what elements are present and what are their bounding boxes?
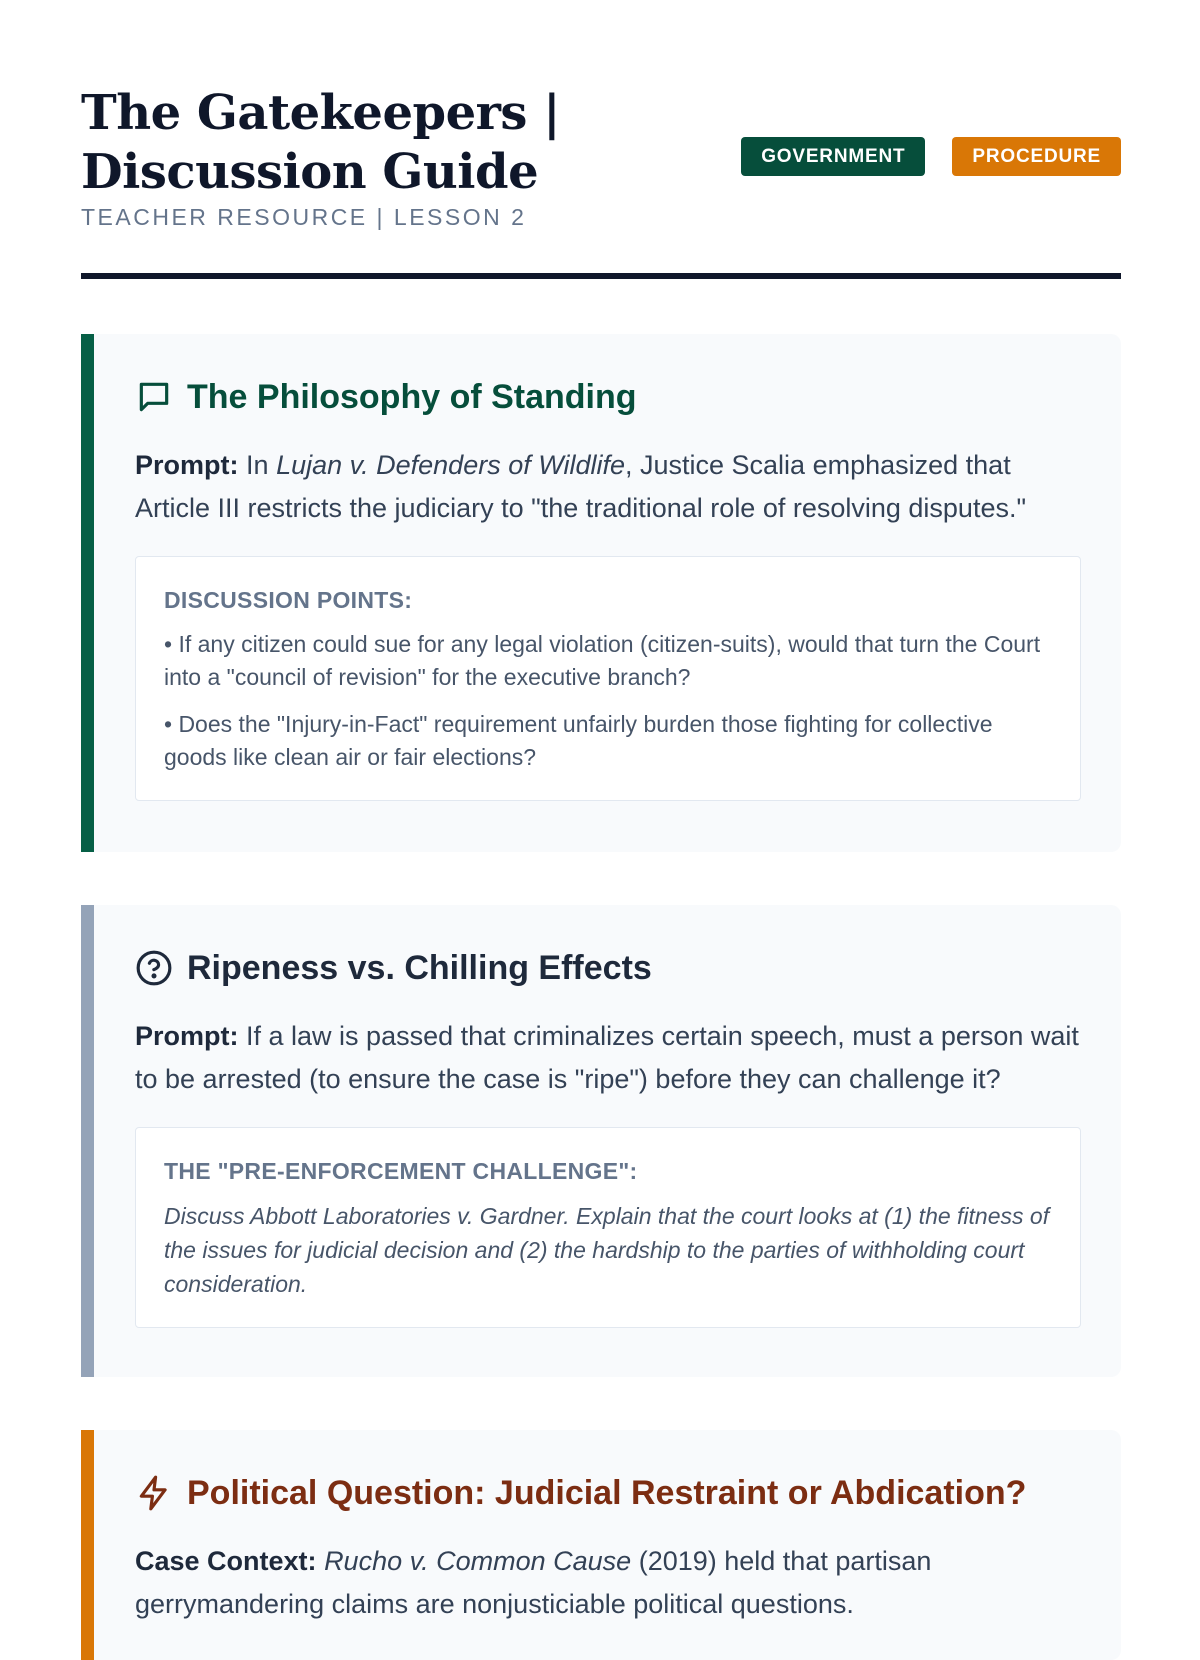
prompt-label: Prompt:	[135, 450, 239, 480]
section-title	[135, 947, 1081, 989]
pre-enforcement-box	[135, 1127, 1081, 1328]
prompt-label: Prompt:	[135, 1021, 239, 1051]
discussion-points-box	[135, 556, 1081, 801]
section-accent-bar	[81, 334, 94, 852]
section-accent-bar	[81, 905, 94, 1377]
section-prompt	[135, 444, 1081, 530]
section-title-text: The Philosophy of Standing	[187, 378, 637, 416]
section-philosophy-of-standing	[81, 334, 1121, 852]
tag-government[interactable]: GOVERNMENT	[741, 137, 925, 176]
header-divider	[81, 273, 1121, 279]
question-circle-icon	[135, 949, 173, 987]
prompt-case-name: Lujan v. Defenders of Wildlife	[276, 450, 625, 480]
prompt-pre: In	[246, 450, 269, 480]
tag-list	[741, 137, 1121, 176]
lightning-icon	[135, 1474, 173, 1512]
page-title: The Gatekeepers | Discussion Guide	[81, 85, 561, 200]
section-ripeness	[81, 905, 1121, 1377]
page-subtitle: TEACHER RESOURCE | LESSON 2	[81, 204, 527, 230]
section-prompt	[135, 1015, 1081, 1101]
context-label: Case Context:	[135, 1546, 317, 1576]
section-context	[135, 1540, 1081, 1626]
section-political-question	[81, 1430, 1121, 1660]
context-case-name: Rucho v. Common Cause	[324, 1546, 632, 1576]
section-title	[135, 1472, 1081, 1514]
box-heading: THE "PRE-ENFORCEMENT CHALLENGE":	[164, 1158, 638, 1184]
chat-bubble-icon	[135, 378, 173, 416]
section-title-text: Political Question: Judicial Restraint or Abdication?	[187, 1474, 1027, 1512]
list-item: • Does the "Injury-in-Fact" requirement unfairly burden those fighting for collective goods like clean air or fair elections?	[164, 711, 993, 770]
box-heading: DISCUSSION POINTS:	[164, 587, 413, 613]
list-item: • If any citizen could sue for any legal violation (citizen-suits), would that turn the Court into a "council of revision" for the executive branch?	[164, 631, 1041, 690]
prompt-post: , Justice Scalia emphasized that Article III restricts the judiciary to "the traditional role of resolving disputes."	[135, 450, 1027, 523]
section-title-text: Ripeness vs. Chilling Effects	[187, 949, 652, 987]
section-accent-bar	[81, 1430, 94, 1660]
prompt-text: If a law is passed that criminalizes certain speech, must a person wait to be arrested (to ensure the case is "ripe") before they can challenge it?	[135, 1021, 1079, 1094]
box-text: Discuss Abbott Laboratories v. Gardner. Explain that the court looks at (1) the fitness of the issues for judicial decision and (2) the hardship to the parties of withholding court consideration.	[164, 1203, 1050, 1297]
tag-procedure[interactable]: PROCEDURE	[952, 137, 1121, 176]
header	[81, 84, 1121, 231]
section-title	[135, 376, 1081, 418]
context-post: (2019) held that partisan gerrymandering claims are nonjusticiable political questions.	[135, 1546, 932, 1619]
